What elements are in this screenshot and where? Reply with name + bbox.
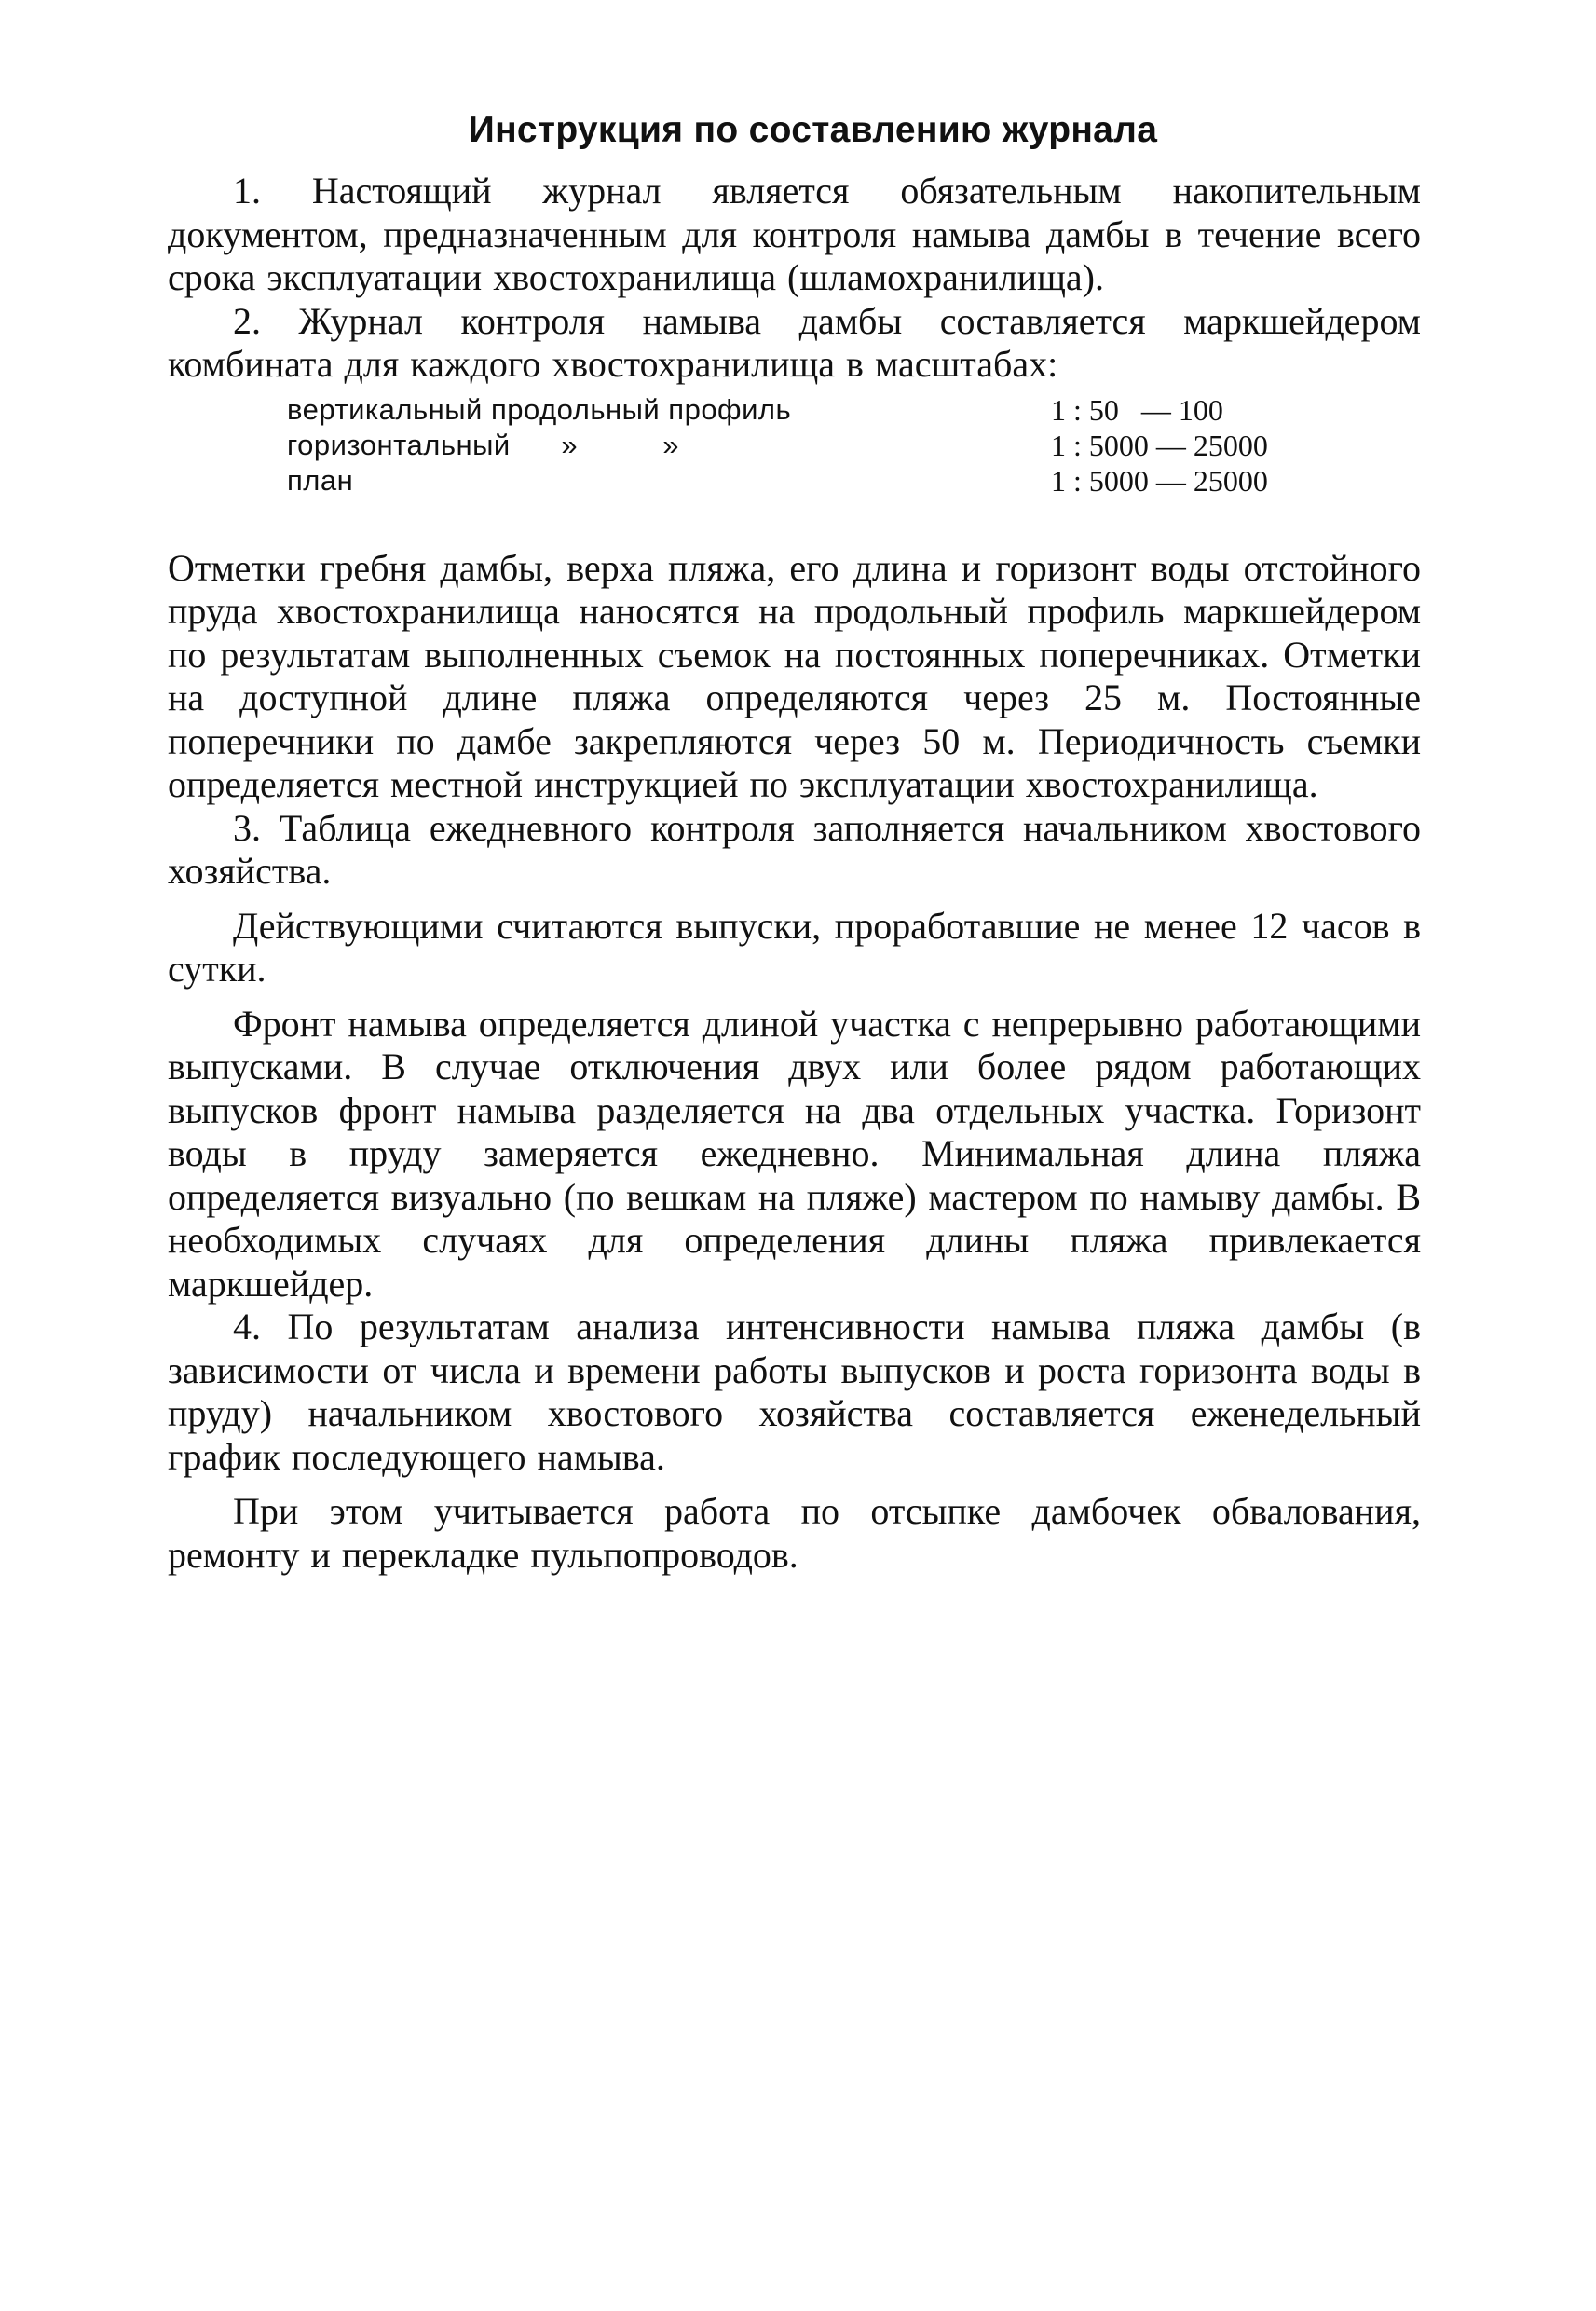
scale-value: 1 : 5000 — 25000 xyxy=(1051,463,1268,498)
document-title: Инструкция по составлению журнала xyxy=(468,110,1158,150)
paragraph-6: Фронт намыва определяется длиной участка с непрерывно работающими выпусками. В случае отключения двух или более рядом работающих выпусков фронт намыва разделяется на два отдельных участка. Горизонт воды в пруду замеряется ежедневно. Минимальная длина пляжа определяется визуально (по вешкам на пляже) мастером по намыву дамбы. В необходимых случаях для определения длины пляжа привлекается маркшейдер. xyxy=(168,1002,1421,1305)
scale-name: горизонтальный » » xyxy=(287,428,679,461)
spacer xyxy=(168,894,1421,905)
scale-row xyxy=(287,463,1303,499)
paragraph-3: Отметки гребня дамбы, верха пляжа, его длина и горизонт воды отстойного пруда хвостохранилища наносятся на продольный профиль маркшейдером по результатам выполненных съемок на постоянных поперечниках. Отметки на доступной длине пляжа определяются через 25 м. Постоянные поперечники по дамбе закрепляются через 50 м. Периодичность съемки определяется местной инструкцией по эксплуатации хвостохранилища. xyxy=(168,546,1421,805)
document-page xyxy=(168,103,1421,1577)
paragraph-2: 2. Журнал контроля намыва дамбы составляется маркшейдером комбината для каждого хвостохранилища в масштабах: xyxy=(168,299,1421,385)
scale-name: план xyxy=(287,463,354,497)
scale-row xyxy=(287,392,1303,428)
scale-name: вертикальный продольный профиль xyxy=(287,392,792,426)
paragraph-8: При этом учитывается работа по отсыпке дамбочек обвалования, ремонту и перекладке пульпопроводов. xyxy=(168,1490,1421,1576)
paragraph-4: 3. Таблица ежедневного контроля заполняется начальником хвостового хозяйства. xyxy=(168,806,1421,892)
paragraph-7: 4. По результатам анализа интенсивности намыва пляжа дамбы (в зависимости от числа и времени работы выпусков и роста горизонта воды в пруду) начальником хвостового хозяйства составляется еженедельный график последующего намыва. xyxy=(168,1306,1421,1478)
scale-row xyxy=(287,428,1303,463)
paragraph-5: Действующими считаются выпуски, проработавшие не менее 12 часов в сутки. xyxy=(168,904,1421,990)
spacer xyxy=(168,1479,1421,1490)
scale-value: 1 : 50 — 100 xyxy=(1051,392,1223,427)
spacer xyxy=(168,991,1421,1003)
scale-value: 1 : 5000 — 25000 xyxy=(1051,428,1268,462)
paragraph-1: 1. Настоящий журнал является обязательным накопительным документом, предназначенным для контроля намыва дамбы в течение всего срока эксплуатации хвостохранилища (шламохранилища). xyxy=(168,170,1421,298)
scales-list xyxy=(287,392,1303,499)
